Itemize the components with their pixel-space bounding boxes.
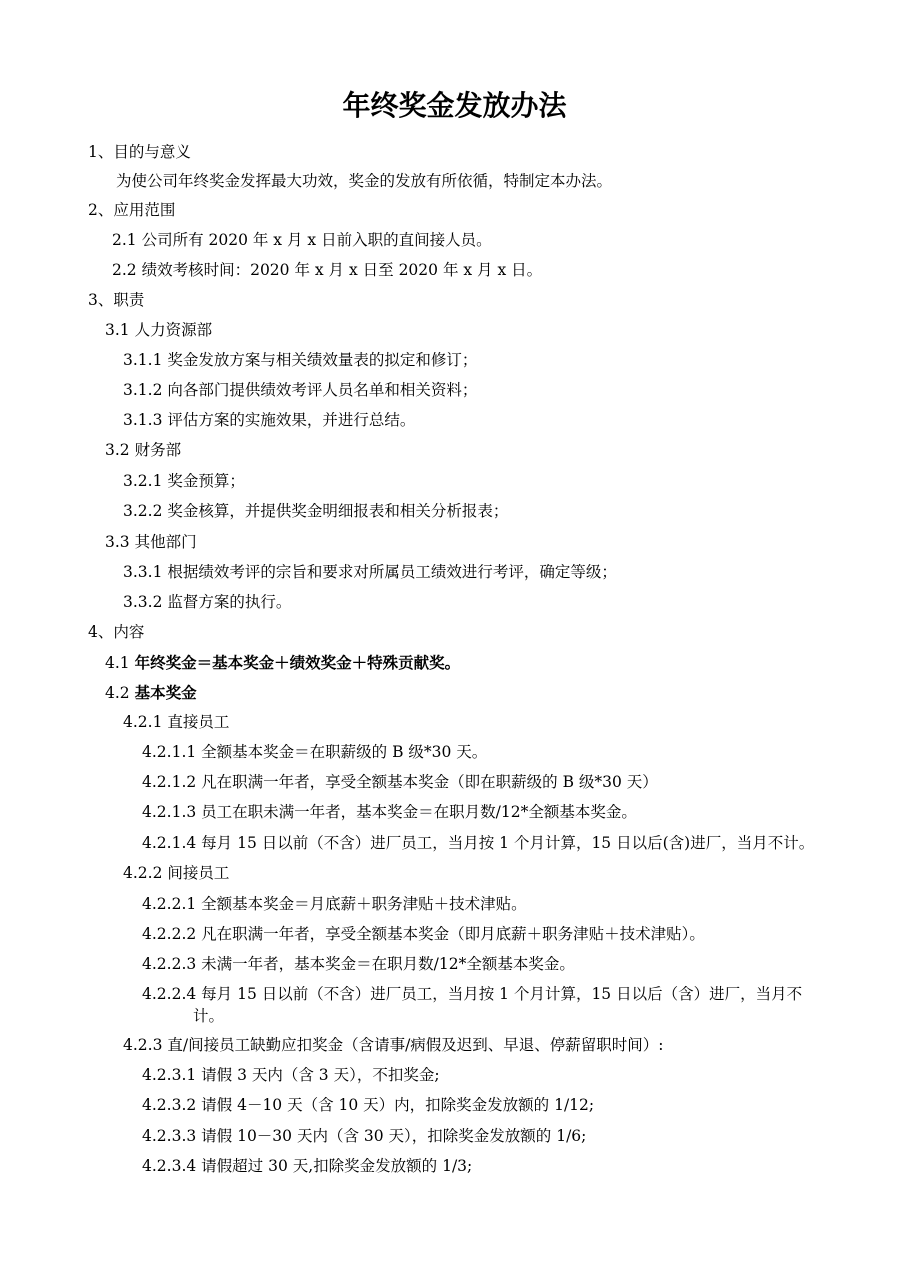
finance-item-2: 3.2.2 奖金核算，并提供奖金明细报表和相关分析报表； (123, 502, 509, 520)
absence-heading: 4.2.3 直/间接员工缺勤应扣奖金（含请事/病假及迟到、早退、停薪留职时间）: (123, 1036, 664, 1054)
direct-item-1: 4.2.1.1 全额基本奖金＝在职薪级的 B 级*30 天。 (142, 743, 488, 761)
direct-staff-heading: 4.2.1 直接员工 (123, 713, 230, 731)
absence-item-1: 4.2.3.1 请假 3 天内（含 3 天），不扣奖金; (142, 1066, 440, 1084)
absence-item-4: 4.2.3.4 请假超过 30 天,扣除奖金发放额的 1/3; (142, 1157, 473, 1175)
indirect-item-4: 4.2.2.4 每月 15 日以前（不含）进厂员工，当月按 1 个月计算，15 日以后（含）进厂，当月不 (142, 985, 803, 1003)
formula-number: 4.1 (105, 654, 135, 672)
absence-item-3: 4.2.3.3 请假 10－30 天内（含 30 天），扣除奖金发放额的 1/6; (142, 1127, 587, 1145)
section-4-heading: 4、内容 (88, 623, 145, 641)
hr-item-1: 3.1.1 奖金发放方案与相关绩效量表的拟定和修订； (123, 351, 478, 369)
section-3-heading: 3、职责 (88, 291, 145, 309)
other-item-1: 3.3.1 根据绩效考评的宗旨和要求对所属员工绩效进行考评，确定等级； (123, 563, 617, 581)
section-1-heading: 1、目的与意义 (88, 143, 191, 161)
indirect-staff-heading: 4.2.2 间接员工 (123, 864, 230, 882)
finance-dept-heading: 3.2 财务部 (105, 441, 182, 459)
absence-item-2: 4.2.3.2 请假 4－10 天（含 10 天）内，扣除奖金发放额的 1/12; (142, 1096, 595, 1114)
other-dept-heading: 3.3 其他部门 (105, 533, 197, 551)
finance-item-1: 3.2.1 奖金预算； (123, 472, 245, 490)
section-2-heading: 2、应用范围 (88, 201, 176, 219)
direct-item-2: 4.2.1.2 凡在职满一年者，享受全额基本奖金（即在职薪级的 B 级*30 天） (142, 773, 658, 791)
formula-line (105, 653, 460, 673)
section-1-text: 为使公司年终奖金发挥最大功效，奖金的发放有所依循，特制定本办法。 (116, 172, 613, 190)
hr-item-3: 3.1.3 评估方案的实施效果，并进行总结。 (123, 411, 416, 429)
indirect-item-1: 4.2.2.1 全额基本奖金＝月底薪＋职务津贴＋技术津贴。 (142, 895, 527, 913)
indirect-item-3: 4.2.2.3 未满一年者，基本奖金＝在职月数/12*全额基本奖金。 (142, 955, 575, 973)
scope-item-2-2: 2.2 绩效考核时间：2020 年 x 月 x 日至 2020 年 x 月 x 日。 (112, 261, 543, 279)
direct-item-3: 4.2.1.3 员工在职未满一年者，基本奖金＝在职月数/12*全额基本奖金。 (142, 803, 637, 821)
hr-dept-heading: 3.1 人力资源部 (105, 321, 213, 339)
basic-bonus-text: 基本奖金 (134, 684, 197, 702)
basic-bonus-heading (105, 683, 197, 703)
document-title: 年终奖金发放办法 (342, 89, 567, 122)
formula-text: 年终奖金＝基本奖金＋绩效奖金＋特殊贡献奖。 (134, 654, 461, 672)
other-item-2: 3.3.2 监督方案的执行。 (123, 593, 292, 611)
scope-item-2-1: 2.1 公司所有 2020 年 x 月 x 日前入职的直间接人员。 (112, 231, 492, 249)
indirect-item-2: 4.2.2.2 凡在职满一年者，享受全额基本奖金（即月底薪＋职务津贴＋技术津贴）。 (142, 925, 705, 943)
indirect-item-4-continued: 计。 (193, 1007, 225, 1025)
direct-item-4: 4.2.1.4 每月 15 日以前（不含）进厂员工，当月按 1 个月计算，15 日以后(含)进厂，当月不计。 (142, 834, 815, 852)
basic-bonus-number: 4.2 (105, 684, 135, 702)
hr-item-2: 3.1.2 向各部门提供绩效考评人员名单和相关资料； (123, 381, 478, 399)
